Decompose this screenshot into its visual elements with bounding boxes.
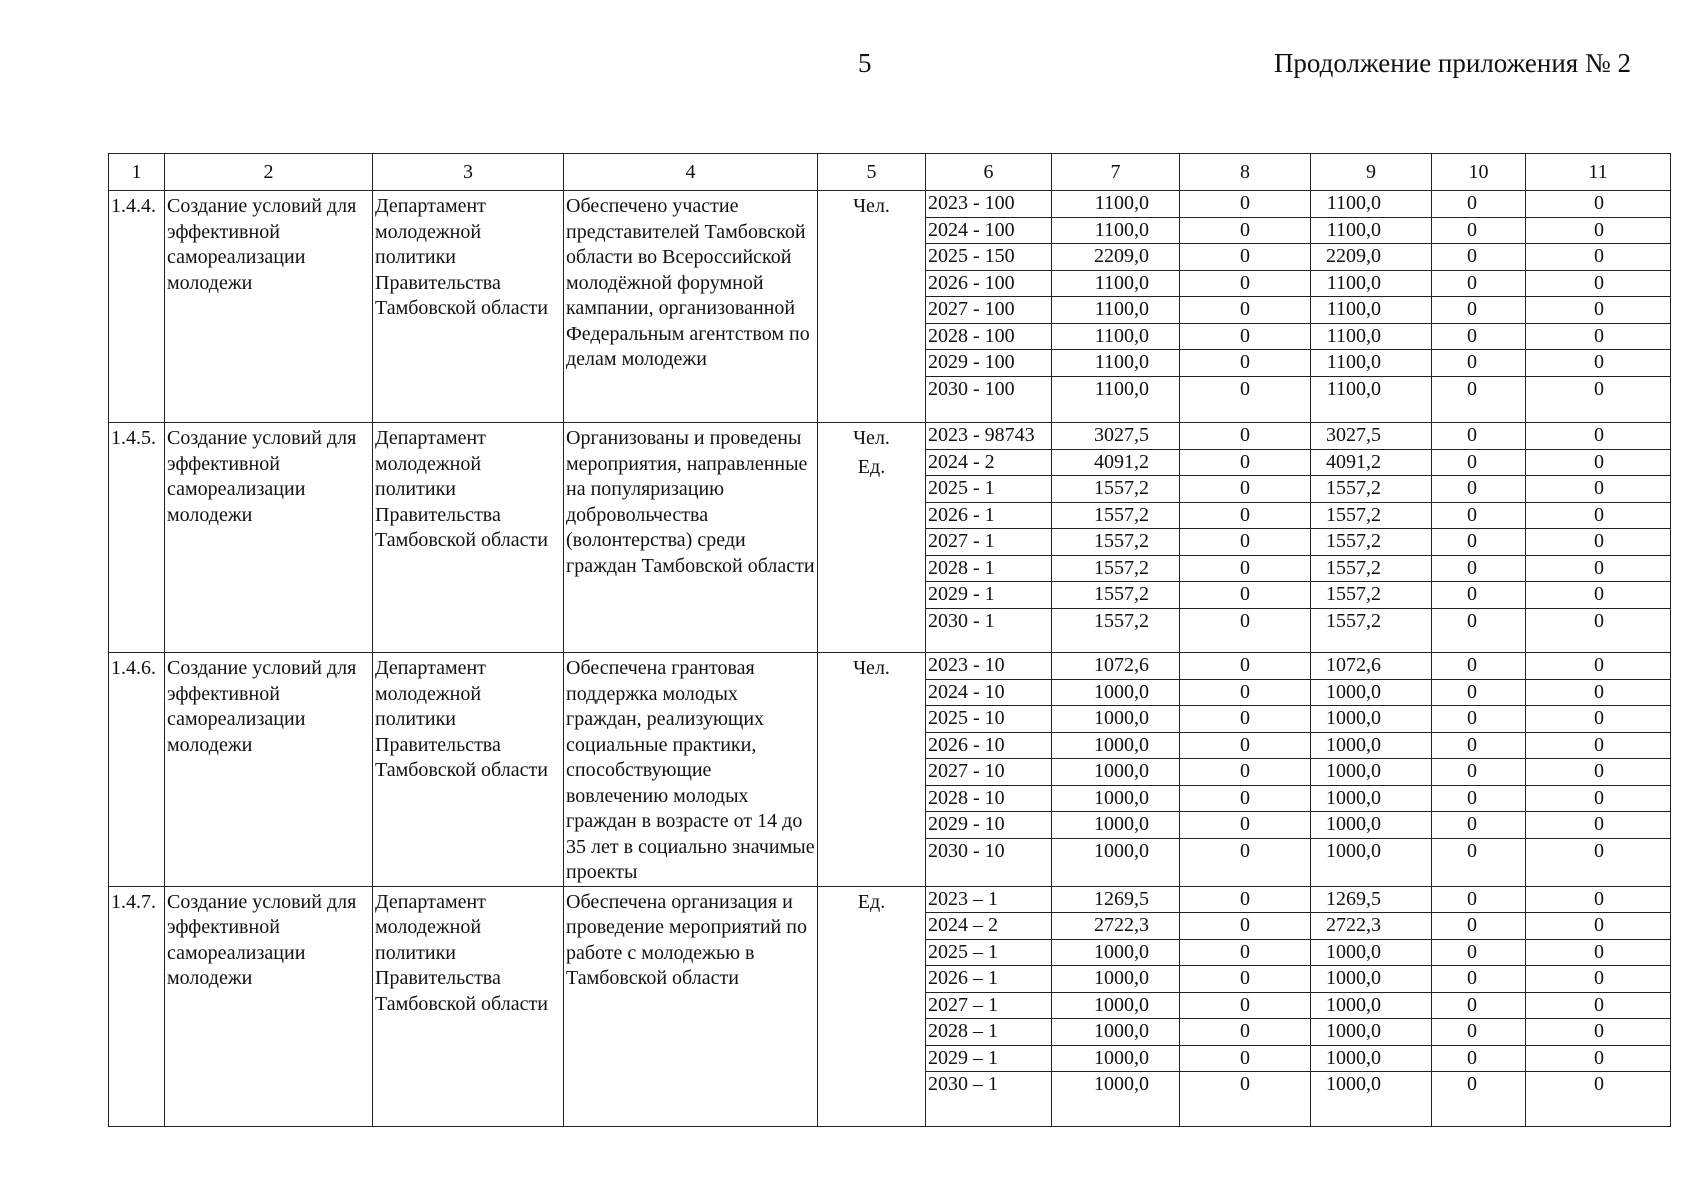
col7-value: 1557,2: [1052, 529, 1179, 556]
col7-cell: [1052, 423, 1180, 653]
col10-value: 0: [1432, 244, 1525, 271]
year-value: 2028 – 1: [926, 1019, 1051, 1046]
col10-value: 0: [1432, 217, 1525, 244]
col10-value: 0: [1432, 653, 1525, 679]
year-value: 2023 – 1: [926, 887, 1051, 913]
col9-value: 1000,0: [1326, 839, 1381, 862]
col10-value: 0: [1432, 476, 1525, 503]
col-header-11: 11: [1526, 154, 1671, 191]
col9-value: 1100,0: [1311, 191, 1431, 217]
col8-value: 0: [1180, 529, 1310, 556]
row-number-text: 1.4.4.: [111, 195, 156, 217]
col8-value: 0: [1180, 887, 1310, 913]
col7-value: 1557,2: [1052, 582, 1179, 609]
col10-value: 0: [1432, 939, 1525, 966]
col10-value: 0: [1432, 270, 1525, 297]
year-cell: [926, 653, 1052, 887]
col10-value: 0: [1467, 839, 1477, 862]
col7-cell: [1052, 653, 1180, 887]
col7-value: 1100,0: [1052, 191, 1179, 217]
col7-value: 1100,0: [1052, 350, 1179, 377]
col11-value: 0: [1526, 350, 1670, 377]
col10-cell: [1432, 886, 1526, 1126]
year-value: 2030 - 1: [928, 609, 995, 632]
year-value: 2029 – 1: [926, 1045, 1051, 1072]
year-cell: [926, 423, 1052, 653]
col7-value: 2209,0: [1052, 244, 1179, 271]
year-cell: [926, 191, 1052, 423]
col10-cell: [1432, 423, 1526, 653]
col9-value: 1557,2: [1326, 609, 1381, 632]
continuation-title: Продолжение приложения № 2: [1273, 48, 1631, 78]
col8-value: 0: [1180, 732, 1310, 759]
col8-value: 0: [1180, 191, 1310, 217]
col7-value: 1072,6: [1052, 653, 1179, 679]
year-value: 2028 - 10: [926, 785, 1051, 812]
col11-value: 0: [1526, 502, 1670, 529]
col9-value: 1072,6: [1311, 653, 1431, 679]
col8-value: 0: [1180, 759, 1310, 786]
col7-value: 1557,2: [1052, 555, 1179, 582]
col7-value: 1557,2: [1052, 476, 1179, 503]
col11-value: 0: [1526, 217, 1670, 244]
col8-value: 0: [1180, 270, 1310, 297]
col9-value: 1000,0: [1311, 1045, 1431, 1072]
col9-value: 1557,2: [1311, 529, 1431, 556]
col9-value: 1000,0: [1311, 1019, 1431, 1046]
col11-value: 0: [1526, 966, 1670, 993]
col10-value: 0: [1432, 966, 1525, 993]
col7-value: 1000,0: [1094, 839, 1149, 862]
col7-value: 1000,0: [1052, 1045, 1179, 1072]
result-description-text: Обеспечена грантовая поддержка молодых граждан, реализующих социальные практики, способствующие вовлечению молодых граждан в возрасте от 14 до 35 лет в социально значимые проекты: [566, 657, 815, 883]
year-value: 2024 - 100: [926, 217, 1051, 244]
col9-value: 1557,2: [1311, 476, 1431, 503]
row-number: [109, 886, 165, 1126]
unit-label: Чел.: [853, 657, 890, 679]
result-description: [564, 886, 818, 1126]
col11-value: 0: [1526, 992, 1670, 1019]
year-value: 2024 - 10: [926, 679, 1051, 706]
measure-name-text: Создание условий для эффективной самореализации молодежи: [167, 195, 357, 294]
col7-value: 1000,0: [1052, 785, 1179, 812]
table-row: [109, 653, 1671, 887]
col11-value: 0: [1526, 297, 1670, 324]
executor: [373, 653, 564, 887]
col11-cell: [1526, 423, 1671, 653]
measure-name: [165, 653, 373, 887]
col-header-5: 5: [818, 154, 926, 191]
col7-value: 1000,0: [1052, 966, 1179, 993]
row-number-text: 1.4.5.: [111, 427, 156, 449]
col7-value: 1000,0: [1052, 992, 1179, 1019]
col10-value: 0: [1432, 555, 1525, 582]
col10-value: 0: [1432, 913, 1525, 940]
col9-value: 1557,2: [1311, 582, 1431, 609]
col8-value: 0: [1180, 423, 1310, 449]
col10-value: 0: [1432, 529, 1525, 556]
year-value: 2030 – 1: [928, 1073, 998, 1096]
col9-value: 1100,0: [1326, 377, 1381, 400]
col8-cell: [1180, 886, 1311, 1126]
col9-value: 1100,0: [1311, 270, 1431, 297]
col7-value: 1000,0: [1052, 939, 1179, 966]
col9-value: 1000,0: [1326, 1073, 1381, 1096]
program-table: [108, 153, 1671, 1127]
col11-value: 0: [1526, 887, 1670, 913]
col7-value: 1100,0: [1052, 217, 1179, 244]
col8-value: 0: [1180, 476, 1310, 503]
col8-value: 0: [1180, 785, 1310, 812]
col7-value: 1557,2: [1052, 502, 1179, 529]
result-description-text: Обеспечена организация и проведение мероприятий по работе с молодежью в Тамбовской области: [566, 890, 807, 989]
measure-name: [165, 191, 373, 423]
col11-value: 0: [1526, 939, 1670, 966]
col11-value: 0: [1526, 244, 1670, 271]
col8-cell: [1180, 423, 1311, 653]
year-value: 2028 - 1: [926, 555, 1051, 582]
col10-value: 0: [1432, 423, 1525, 449]
col10-value: 0: [1467, 377, 1477, 400]
col11-cell: [1526, 191, 1671, 423]
col8-value: 0: [1240, 839, 1250, 862]
year-value: 2027 - 1: [926, 529, 1051, 556]
unit-cell: [818, 191, 926, 423]
col8-cell: [1180, 653, 1311, 887]
executor: [373, 886, 564, 1126]
col9-value: 4091,2: [1311, 449, 1431, 476]
col9-value: 2209,0: [1311, 244, 1431, 271]
col11-value: 0: [1526, 812, 1670, 839]
year-cell: [926, 886, 1052, 1126]
year-value: 2023 - 10: [926, 653, 1051, 679]
col9-value: 1000,0: [1311, 732, 1431, 759]
col9-value: 1557,2: [1311, 555, 1431, 582]
col9-cell: [1311, 886, 1432, 1126]
col10-value: 0: [1432, 887, 1525, 913]
col9-cell: [1311, 423, 1432, 653]
col11-value: 0: [1526, 476, 1670, 503]
col7-value: 1557,2: [1094, 609, 1149, 632]
year-value: 2030 - 100: [928, 377, 1015, 400]
col11-value: 0: [1526, 270, 1670, 297]
executor: [373, 191, 564, 423]
col10-value: 0: [1432, 350, 1525, 377]
year-value: 2025 - 1: [926, 476, 1051, 503]
col-header-4: 4: [564, 154, 818, 191]
col10-value: 0: [1467, 609, 1477, 632]
table-row: [109, 423, 1671, 653]
executor: [373, 423, 564, 653]
col11-value: 0: [1526, 423, 1670, 449]
col8-value: 0: [1180, 992, 1310, 1019]
year-value: 2023 - 100: [926, 191, 1051, 217]
col8-value: 0: [1180, 1019, 1310, 1046]
col8-value: 0: [1180, 502, 1310, 529]
col8-value: 0: [1180, 449, 1310, 476]
col11-value: 0: [1526, 679, 1670, 706]
year-value: 2023 - 98743: [926, 423, 1051, 449]
result-description: [564, 653, 818, 887]
col8-value: 0: [1180, 939, 1310, 966]
col-header-10: 10: [1432, 154, 1526, 191]
col7-value: 1100,0: [1052, 270, 1179, 297]
col9-value: 1100,0: [1311, 350, 1431, 377]
col10-value: 0: [1432, 679, 1525, 706]
col11-value: 0: [1526, 785, 1670, 812]
executor-text: Департамент молодежной политики Правительства Тамбовской области: [375, 427, 548, 551]
year-value: 2030 - 10: [928, 839, 1005, 862]
table-body: [109, 191, 1671, 1127]
col8-value: 0: [1180, 323, 1310, 350]
executor-text: Департамент молодежной политики Правительства Тамбовской области: [375, 195, 548, 319]
page-number: 5: [858, 48, 872, 78]
col11-value: 0: [1526, 706, 1670, 733]
col10-value: 0: [1432, 992, 1525, 1019]
measure-name-text: Создание условий для эффективной самореализации молодежи: [167, 890, 357, 989]
col11-value: 0: [1526, 555, 1670, 582]
col9-value: 1000,0: [1311, 812, 1431, 839]
year-value: 2025 – 1: [926, 939, 1051, 966]
col-header-7: 7: [1052, 154, 1180, 191]
col7-cell: [1052, 886, 1180, 1126]
table-header-row: [109, 154, 1671, 191]
col9-value: 1000,0: [1311, 759, 1431, 786]
measure-name-text: Создание условий для эффективной самореализации молодежи: [167, 657, 357, 756]
unit-cell: [818, 886, 926, 1126]
col10-cell: [1432, 191, 1526, 423]
executor-text: Департамент молодежной политики Правительства Тамбовской области: [375, 890, 548, 1015]
unit-cell: [818, 653, 926, 887]
col9-value: 1000,0: [1311, 679, 1431, 706]
col8-value: 0: [1240, 1073, 1250, 1096]
year-value: 2029 - 100: [926, 350, 1051, 377]
year-value: 2027 – 1: [926, 992, 1051, 1019]
col11-value: 0: [1526, 1045, 1670, 1072]
col-header-9: 9: [1311, 154, 1432, 191]
col7-value: 1000,0: [1052, 812, 1179, 839]
col10-value: 0: [1432, 706, 1525, 733]
col7-value: 1000,0: [1052, 1019, 1179, 1046]
col9-value: 1000,0: [1311, 966, 1431, 993]
unit-label: Чел.: [853, 195, 890, 217]
col7-value: 1100,0: [1052, 323, 1179, 350]
col8-value: 0: [1180, 966, 1310, 993]
col8-value: 0: [1180, 582, 1310, 609]
unit-label: Чел.: [853, 427, 890, 449]
col7-value: 1000,0: [1052, 759, 1179, 786]
col9-value: 1000,0: [1311, 785, 1431, 812]
unit-label: Ед.: [857, 455, 886, 478]
col7-value: 1000,0: [1052, 732, 1179, 759]
col7-value: 3027,5: [1052, 423, 1179, 449]
col9-value: 1557,2: [1311, 502, 1431, 529]
result-description-text: Обеспечено участие представителей Тамбовской области во Всероссийской молодёжной форумной кампании, организованной Федеральным агентством по делам молодежи: [566, 195, 810, 370]
measure-name: [165, 886, 373, 1126]
col9-value: 1100,0: [1311, 323, 1431, 350]
col9-value: 1000,0: [1311, 706, 1431, 733]
row-number-text: 1.4.6.: [111, 657, 156, 679]
unit-label: Ед.: [857, 890, 886, 913]
unit-cell: [818, 423, 926, 653]
col11-value: 0: [1526, 582, 1670, 609]
col11-value: 0: [1594, 1073, 1604, 1096]
col8-value: 0: [1180, 555, 1310, 582]
col-header-3: 3: [373, 154, 564, 191]
col9-value: 1100,0: [1311, 217, 1431, 244]
result-description: [564, 423, 818, 653]
col8-value: 0: [1180, 217, 1310, 244]
col11-value: 0: [1526, 323, 1670, 350]
col10-value: 0: [1432, 759, 1525, 786]
col10-value: 0: [1432, 1045, 1525, 1072]
year-value: 2024 – 2: [926, 913, 1051, 940]
col8-value: 0: [1180, 350, 1310, 377]
col9-value: 2722,3: [1311, 913, 1431, 940]
measure-name: [165, 423, 373, 653]
col9-value: 3027,5: [1311, 423, 1431, 449]
table-row: [109, 191, 1671, 423]
col9-cell: [1311, 653, 1432, 887]
col10-value: 0: [1432, 297, 1525, 324]
row-number-text: 1.4.7.: [111, 890, 156, 913]
col11-value: 0: [1526, 191, 1670, 217]
col8-value: 0: [1180, 244, 1310, 271]
col10-value: 0: [1432, 323, 1525, 350]
col10-value: 0: [1432, 732, 1525, 759]
col-header-8: 8: [1180, 154, 1311, 191]
col8-value: 0: [1240, 609, 1250, 632]
col-header-1: 1: [109, 154, 165, 191]
col-header-2: 2: [165, 154, 373, 191]
col11-value: 0: [1594, 377, 1604, 400]
col10-value: 0: [1432, 582, 1525, 609]
col10-value: 0: [1432, 449, 1525, 476]
table-row: [109, 886, 1671, 1126]
col11-value: 0: [1526, 1019, 1670, 1046]
result-description: [564, 191, 818, 423]
col7-value: 2722,3: [1052, 913, 1179, 940]
executor-text: Департамент молодежной политики Правительства Тамбовской области: [375, 657, 548, 781]
col7-value: 1000,0: [1052, 679, 1179, 706]
col8-value: 0: [1180, 679, 1310, 706]
col8-value: 0: [1180, 653, 1310, 679]
col10-cell: [1432, 653, 1526, 887]
row-number: [109, 653, 165, 887]
col8-value: 0: [1180, 1045, 1310, 1072]
col11-value: 0: [1526, 529, 1670, 556]
col7-value: 1269,5: [1052, 887, 1179, 913]
col10-value: 0: [1432, 1019, 1525, 1046]
year-value: 2024 - 2: [926, 449, 1051, 476]
col7-cell: [1052, 191, 1180, 423]
result-description-text: Организованы и проведены мероприятия, направленные на популяризацию добровольчества (волонтерства) среди граждан Тамбовской области: [566, 427, 815, 577]
col7-value: 4091,2: [1052, 449, 1179, 476]
col11-value: 0: [1526, 449, 1670, 476]
col9-value: 1269,5: [1311, 887, 1431, 913]
year-value: 2025 - 150: [926, 244, 1051, 271]
year-value: 2026 – 1: [926, 966, 1051, 993]
col10-value: 0: [1432, 191, 1525, 217]
col8-value: 0: [1180, 297, 1310, 324]
year-value: 2027 - 10: [926, 759, 1051, 786]
year-value: 2025 - 10: [926, 706, 1051, 733]
row-number: [109, 423, 165, 653]
col11-value: 0: [1526, 732, 1670, 759]
col8-value: 0: [1180, 812, 1310, 839]
col8-value: 0: [1180, 706, 1310, 733]
year-value: 2029 - 1: [926, 582, 1051, 609]
col7-value: 1100,0: [1052, 297, 1179, 324]
year-value: 2026 - 10: [926, 732, 1051, 759]
col11-cell: [1526, 886, 1671, 1126]
col10-value: 0: [1432, 502, 1525, 529]
col7-value: 1000,0: [1094, 1073, 1149, 1096]
col11-value: 0: [1526, 913, 1670, 940]
col11-cell: [1526, 653, 1671, 887]
year-value: 2028 - 100: [926, 323, 1051, 350]
col9-value: 1000,0: [1311, 992, 1431, 1019]
col9-value: 1000,0: [1311, 939, 1431, 966]
col10-value: 0: [1467, 1073, 1477, 1096]
year-value: 2026 - 1: [926, 502, 1051, 529]
measure-name-text: Создание условий для эффективной самореализации молодежи: [167, 427, 357, 526]
col10-value: 0: [1432, 785, 1525, 812]
col11-value: 0: [1594, 609, 1604, 632]
year-value: 2027 - 100: [926, 297, 1051, 324]
col7-value: 1100,0: [1094, 377, 1149, 400]
col7-value: 1000,0: [1052, 706, 1179, 733]
col9-cell: [1311, 191, 1432, 423]
row-number: [109, 191, 165, 423]
col11-value: 0: [1594, 839, 1604, 862]
col9-value: 1100,0: [1311, 297, 1431, 324]
col8-value: 0: [1180, 913, 1310, 940]
col11-value: 0: [1526, 759, 1670, 786]
col11-value: 0: [1526, 653, 1670, 679]
year-value: 2029 - 10: [926, 812, 1051, 839]
col8-value: 0: [1240, 377, 1250, 400]
year-value: 2026 - 100: [926, 270, 1051, 297]
col10-value: 0: [1432, 812, 1525, 839]
col8-cell: [1180, 191, 1311, 423]
col-header-6: 6: [926, 154, 1052, 191]
